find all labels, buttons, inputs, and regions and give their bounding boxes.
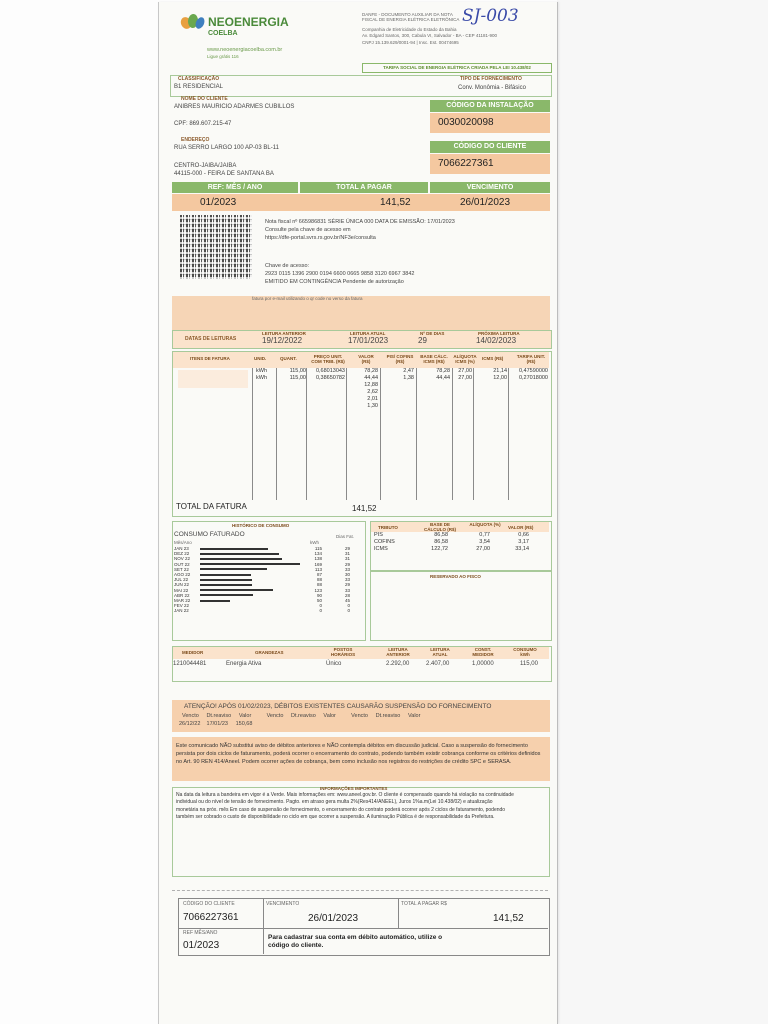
stub-divider <box>178 928 548 929</box>
neoenergia-logo <box>180 14 206 35</box>
items-column-divider <box>473 368 474 500</box>
next-reading-date: 14/02/2023 <box>476 336 517 345</box>
meter-consumption: 115,00 <box>520 661 538 667</box>
pix-band <box>172 296 550 330</box>
items-header-rate: ALÍQUOTA ICMS (%) <box>453 354 477 364</box>
history-kwh: 88 <box>316 582 322 588</box>
history-month: ABR 22 <box>174 592 190 598</box>
brand-sub: COELBA <box>208 30 238 37</box>
meter-h-anterior: LEITURA ANTERIOR <box>386 647 410 657</box>
supply-type-label: TIPO DE FORNECIMENTO <box>460 76 522 82</box>
next-reading-label: PRÓXIMA LEITURA <box>478 331 520 336</box>
nota-line1: Nota fiscal nº 665986831 SÉRIE ÚNICA 000 DATA DE EMISSÃO: 17/01/2023 <box>265 219 455 225</box>
ref-value: 01/2023 <box>200 197 237 208</box>
history-bar <box>200 563 300 565</box>
meter-const: 1,00000 <box>472 661 494 667</box>
notice-text: Este comunicado NÃO substitui aviso de débitos anteriores e NÃO contempla débitos em discussão judicial. Caso a suspensão do fornecimento persista por dois ciclos de faturamento, poderá ocorrer o encerramento do contrato, podendo também existir cobrança conforme os critérios definidos no Art. 90 REN 414/Aneel. Podem ocorrer ações de cobrança, bem como inclusão nos registros do restrições de crédito SPC e SERASA. <box>176 743 541 765</box>
taxes-bases: 86,58 86,58 122,72 <box>431 532 448 552</box>
address-line2: CENTRO-JAIBA/JAIBA <box>174 163 237 169</box>
current-reading-label: LEITURA ATUAL <box>350 331 386 336</box>
total-label: TOTAL A PAGAR <box>300 182 428 193</box>
days-label: Nº DE DIAS <box>420 331 445 336</box>
stub-divider <box>398 898 399 928</box>
client-name-label: NOME DO CLIENTE <box>181 96 228 102</box>
installation-code: 0030020098 <box>438 117 494 128</box>
history-month: FEV 22 <box>174 603 190 609</box>
history-kwh: 50 <box>316 598 322 603</box>
history-days: 0 <box>347 608 350 614</box>
meter-h-consumo: CONSUMO kWh <box>513 647 537 657</box>
items-values: 78,28 44,44 12,88 2,62 2,01 1,30 <box>364 368 378 409</box>
history-bar <box>200 594 253 596</box>
total-value: 141,52 <box>380 197 411 208</box>
items-quantities: 115,00 115,00 <box>289 368 306 381</box>
history-kwh: 0 <box>319 603 322 609</box>
history-month: SET 22 <box>174 566 189 572</box>
items-rate: 27,00 27,00 <box>458 368 472 381</box>
history-bar <box>200 579 252 581</box>
stub-ref-label: REF MÊS/ANO <box>183 930 218 936</box>
history-kwh: 0 <box>319 608 322 614</box>
items-header-pis: PIS/ COFINS (R$) <box>386 354 414 364</box>
readings-label: DATAS DE LEITURAS <box>185 336 237 342</box>
history-bar <box>200 558 282 560</box>
invoice-total-value: 141,52 <box>352 504 377 513</box>
history-days: 29 <box>344 561 350 567</box>
history-subtitle: CONSUMO FATURADO <box>174 531 245 538</box>
access-key-label: Chave de acesso: <box>265 263 310 269</box>
current-reading-date: 17/01/2023 <box>348 336 389 345</box>
history-month: JAN 23 <box>174 546 189 551</box>
due-date-value: 26/01/2023 <box>460 197 511 208</box>
items-header-qty: QUANT. <box>280 356 297 361</box>
history-month: DEZ 22 <box>174 551 190 557</box>
history-kwh: 169 <box>314 561 322 567</box>
company-line1: DANFE - DOCUMENTO AUXILIAR DA NOTA <box>362 12 453 17</box>
meter-post: Único <box>326 661 342 667</box>
history-days: 31 <box>344 551 350 557</box>
cut-line <box>172 890 548 891</box>
classification-label: CLASSIFICAÇÃO <box>178 76 220 82</box>
meter-curr: 2.407,00 <box>426 661 450 667</box>
debts-title: ATENÇÃO! APÓS 01/02/2023, DÉBITOS EXISTENTES CAUSARÃO SUSPENSÃO DO FORNECIMENTO <box>184 703 492 710</box>
pix-note: fatura por e-mail utilizando o qr code no verso da fatura <box>252 296 363 301</box>
stub-divider <box>263 898 264 954</box>
history-kwh-col: kWh <box>310 540 319 545</box>
meter-quantity: Energia Ativa <box>226 661 262 667</box>
history-bar <box>200 574 251 576</box>
access-key: 2923 0115 1396 2900 0194 6600 0665 9858 3120 6967 3842 <box>265 271 415 277</box>
stub-client-code-label: CÓDIGO DO CLIENTE <box>183 901 235 907</box>
meter-h-medidor: MEDIDOR <box>182 650 204 655</box>
items-column-divider <box>416 368 417 500</box>
items-header-icms: ICMS (R$) <box>482 356 504 361</box>
supply-type-value: Conv. Monômia - Bifásico <box>458 85 526 91</box>
ref-label: REF: MÊS / ANO <box>172 182 298 193</box>
history-month: JUN 22 <box>174 582 190 588</box>
brand-phone: Ligue grátis 116 <box>207 54 239 59</box>
brand-site[interactable]: www.neoenergiacoelba.com.br <box>207 47 283 53</box>
due-date-label: VENCIMENTO <box>430 182 550 193</box>
items-header-item: ITENS DE FATURA <box>190 356 230 361</box>
history-kwh: 113 <box>314 566 322 572</box>
history-days-col: Dias Fat. <box>336 534 355 539</box>
history-days: 29 <box>344 582 350 588</box>
contingency-note: EMITIDO EM CONTINGÊNCIA Pendente de autorização <box>265 279 404 285</box>
classification-value: B1 RESIDENCIAL <box>174 84 224 90</box>
items-header-base: BASE CÁLC. ICMS (R$) <box>420 354 448 364</box>
history-kwh: 90 <box>316 592 322 598</box>
history-title: HISTÓRICO DE CONSUMO <box>232 523 290 528</box>
address-line1: RUA SERRO LARGO 100 AP-03 BL-11 <box>174 145 279 151</box>
history-month: MAR 22 <box>174 598 191 603</box>
consumption-history-box <box>172 521 366 641</box>
items-column-divider <box>508 368 509 500</box>
history-bar <box>200 548 268 550</box>
nota-url[interactable]: https://dfe-portal.svrs.rs.gov.br/NF3e/consulta <box>265 235 376 241</box>
items-header-price: PREÇO UNIT. COM TRIB. (R$) <box>311 354 345 364</box>
items-column-divider <box>306 368 307 500</box>
address-label: ENDEREÇO <box>181 137 210 143</box>
items-highlight <box>178 370 248 388</box>
brand-name: NEOENERGIA <box>208 15 289 29</box>
history-month: JAN 22 <box>174 608 189 614</box>
client-code: 7066227361 <box>438 158 494 169</box>
history-days: 33 <box>344 566 350 572</box>
items-header-tariff: TARIFA UNIT. (R$) <box>516 354 546 364</box>
fiscal-reserved-label: RESERVADO AO FISCO <box>430 574 481 579</box>
history-kwh: 88 <box>316 577 322 583</box>
stub-total-label: TOTAL A PAGAR R$ <box>401 901 447 907</box>
company-line2: FISCAL DE ENERGIA ELÉTRICA ELETRÔNICA <box>362 17 460 22</box>
meter-prev: 2.292,00 <box>386 661 410 667</box>
client-name: ANIBRES MAURICIO ADARMES CUBILLOS <box>174 104 295 110</box>
company-line5: CNPJ 15.139.629/0001-94 | Insc. Est. 00474695 <box>362 40 459 45</box>
address-line3: 44115-000 - FEIRA DE SANTANA BA <box>174 171 274 177</box>
history-kwh: 123 <box>314 587 322 593</box>
items-column-divider <box>252 368 253 500</box>
taxes-header-base: BASE DE CÁLCULO (R$) <box>424 522 456 532</box>
info-title: INFORMAÇÕES IMPORTANTES <box>320 786 388 791</box>
tariff-banner: TARIFA SOCIAL DE ENERGIA ELÉTRICA CRIADA PELA LEI 10.438/02 <box>362 63 552 73</box>
debts-row: 26/12/22 17/01/23 150,68 <box>179 721 253 727</box>
taxes-names: PIS COFINS ICMS <box>374 532 395 552</box>
history-days: 28 <box>344 592 350 598</box>
stub-due: 26/01/2023 <box>308 913 359 924</box>
history-days: 33 <box>344 587 350 593</box>
meter-h-atual: LEITURA ATUAL <box>430 647 450 657</box>
items-column-divider <box>276 368 277 500</box>
history-bar <box>200 568 267 570</box>
items-column-divider <box>452 368 453 500</box>
leaf-logo-icon <box>180 14 206 30</box>
handwritten-note: SJ-003 <box>462 6 519 26</box>
history-kwh: 87 <box>316 572 322 577</box>
taxes-header-rate: ALÍQUOTA (%) <box>469 522 501 527</box>
history-month: JUL 22 <box>174 577 189 583</box>
history-bar <box>200 589 273 591</box>
blank-margin <box>557 0 768 1024</box>
taxes-header-tax: TRIBUTO <box>378 525 398 530</box>
history-kwh: 138 <box>314 556 322 562</box>
items-header-value: VALOR (R$) <box>358 354 374 364</box>
items-pis-cofins: 2,47 1,38 <box>403 368 414 381</box>
history-days: 33 <box>344 577 350 583</box>
company-line4: Av. Edgard Santos, 300, Cabula VI, Salvador - BA - CEP 41181-900 <box>362 33 497 38</box>
stub-ref: 01/2023 <box>183 940 220 951</box>
info-text: Na data da leitura a bandeira em vigor é a Verde. Mais informações em: www.aneel.gov.br. O cliente é compensado quando há violação na continuidade individual ou do nível de tensão de fornecimento. Pagto. em atraso gera multa 2%(Res414/ANEEL), Juros 1%a.m(Lei 10.438/02) e atualização monetária na próx. mês Em caso de suspensão de fornecimento, o encerramento do contrato poderá ocorrer após 2 ciclos de faturamento, podendo também ser cobrado o custo de disponibilidade no ciclo em que ocorrer a suspensão. A iluminação Pública é de responsabilidade da Prefeitura. <box>176 792 514 821</box>
stub-due-label: VENCIMENTO <box>266 901 300 907</box>
previous-reading-label: LEITURA ANTERIOR <box>262 331 306 336</box>
previous-reading-date: 19/12/2022 <box>262 336 303 345</box>
meter-h-postos: POSTOS HORÁRIOS <box>330 647 356 657</box>
meter-h-grandezas: GRANDEZAS <box>255 650 284 655</box>
history-bar <box>200 600 230 602</box>
debts-headers: Vencto Dt.reaviso Valor Vencto Dt.reaviso Valor Vencto Dt.reaviso Valor <box>182 713 421 719</box>
history-days: 30 <box>344 572 350 577</box>
history-days: 29 <box>344 546 350 551</box>
stub-total: 141,52 <box>493 913 524 924</box>
history-days: 0 <box>347 603 350 609</box>
items-units: kWh kWh <box>256 368 267 381</box>
days-value: 29 <box>418 336 427 345</box>
client-code-label: CÓDIGO DO CLIENTE <box>430 141 550 153</box>
taxes-rates: 0,77 3,54 27,00 <box>476 532 490 552</box>
taxes-values: 0,66 3,17 33,14 <box>515 532 529 552</box>
meter-h-const: CONST. MEDIDOR <box>472 647 494 657</box>
items-header-unit: UNID. <box>254 356 267 361</box>
items-prices: 0,68013043 0,38650782 <box>315 368 345 381</box>
invoice-total-label: TOTAL DA FATURA <box>176 502 247 511</box>
history-bar <box>200 584 252 586</box>
history-bar <box>200 553 279 555</box>
items-tariff: 0,47590000 0,27018000 <box>518 368 548 381</box>
items-base: 78,28 44,44 <box>436 368 450 381</box>
history-month: AGO 22 <box>174 572 191 577</box>
history-month: MAI 22 <box>174 587 189 593</box>
fiscal-reserved-box <box>370 571 552 641</box>
stub-message: Para cadastrar sua conta em débito automático, utilize o código do cliente. <box>268 934 443 949</box>
history-month: OUT 22 <box>174 561 190 567</box>
client-cpf: CPF: 869.607.215-47 <box>174 121 232 127</box>
history-days: 31 <box>344 556 350 562</box>
company-line3: Companhia de Eletricidade do Estado da Bahia <box>362 27 457 32</box>
history-days: 45 <box>344 598 350 603</box>
history-kwh: 134 <box>314 551 322 557</box>
history-month: NOV 22 <box>174 556 191 562</box>
nota-line2: Consulte pela chave de acesso em <box>265 227 351 233</box>
items-icms: 21,14 12,00 <box>493 368 507 381</box>
taxes-header-value: VALOR (R$) <box>508 525 534 530</box>
history-kwh: 115 <box>314 546 322 551</box>
items-column-divider <box>380 368 381 500</box>
history-month-col: Mês/Ano <box>174 540 192 545</box>
stub-client-code: 7066227361 <box>183 912 239 923</box>
meter-id: 1210044481 <box>173 661 207 667</box>
qr-code[interactable] <box>180 215 252 279</box>
installation-code-label: CÓDIGO DA INSTALAÇÃO <box>430 100 550 112</box>
